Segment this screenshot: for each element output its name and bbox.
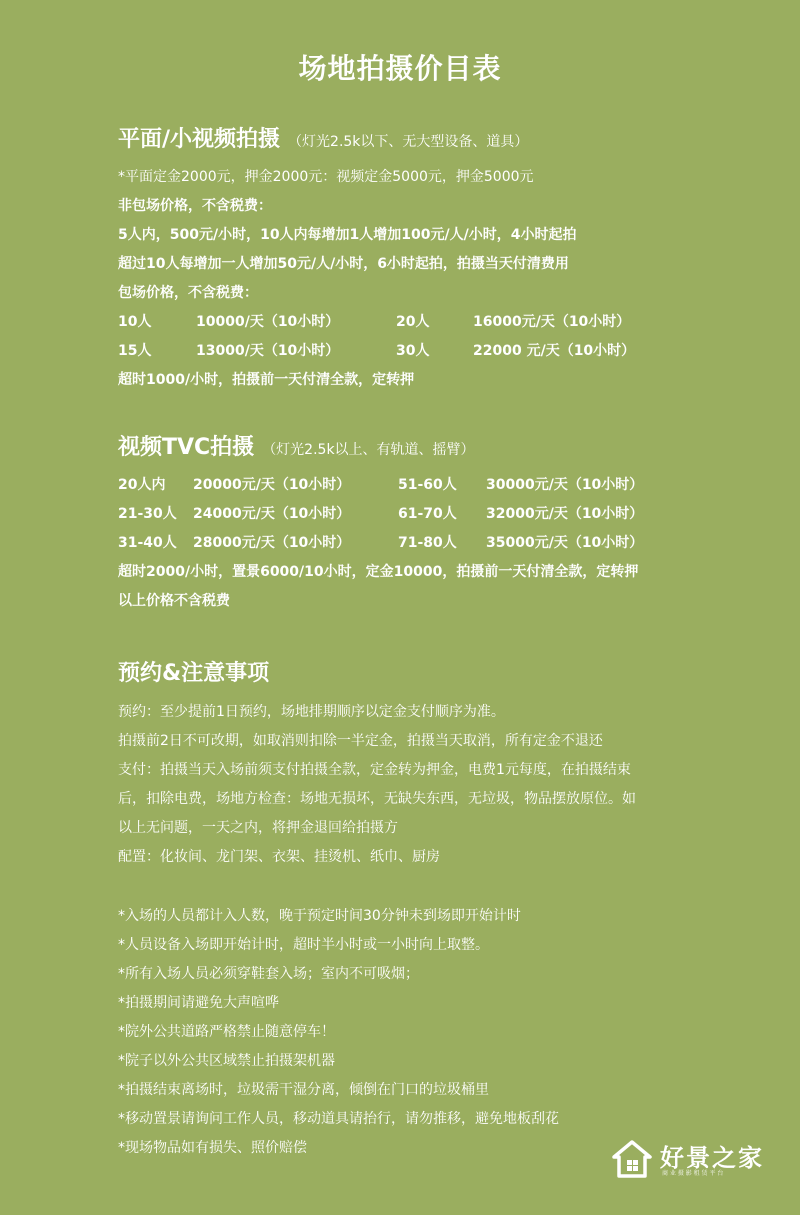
- section-note: （灯光2.5k以下、无大型设备、道具）: [288, 134, 529, 150]
- table-row: [118, 503, 758, 523]
- section-note: （灯光2.5k以上、有轨道、摇臂）: [262, 442, 475, 458]
- section-heading-text: 视频TVC拍摄: [118, 435, 255, 460]
- table-cell: 21-30人: [118, 506, 177, 522]
- section-booking-notes: [118, 656, 758, 1157]
- notice-item: *入场的人员都计入人数，晚于预定时间30分钟未到场即开始计时: [118, 908, 521, 924]
- table-cell: 15人: [118, 343, 152, 359]
- table-cell: 20人: [396, 314, 430, 330]
- table-cell: 30000元/天（10小时）: [486, 477, 644, 493]
- price-rule-2: 超过10人每增加一人增加50元/人/小时，6小时起拍，拍摄当天付清费用: [118, 256, 569, 272]
- notice-item: *拍摄结束离场时，垃圾需干湿分离，倾倒在门口的垃圾桶里: [118, 1082, 489, 1098]
- page-title: 场地拍摄价目表: [298, 52, 502, 85]
- table-row: [118, 340, 758, 360]
- overtime-line: 超时2000/小时，置景6000/10小时，定金10000，拍摄前一天付清全款，定转押: [118, 564, 639, 580]
- brand-logo: [612, 1138, 772, 1178]
- notice-item: *拍摄期间请避免大声喧哗: [118, 995, 279, 1011]
- notice-item: *院外公共道路严格禁止随意停车！: [118, 1024, 335, 1040]
- section-heading-text: 预约&注意事项: [118, 661, 270, 686]
- tax-note: 以上价格不含税费: [118, 593, 230, 609]
- table-row: [118, 474, 758, 494]
- table-cell: 31-40人: [118, 535, 177, 551]
- table-cell: 13000/天（10小时）: [196, 343, 340, 359]
- table-cell: 51-60人: [398, 477, 457, 493]
- price-rule-1: 5人内，500元/小时，10人内每增加1人增加100元/人/小时，4小时起拍: [118, 227, 577, 243]
- table-cell: 30人: [396, 343, 430, 359]
- section-heading: [118, 122, 758, 153]
- table-cell: 20人内: [118, 477, 166, 493]
- payment-rule-cont: 后，扣除电费，场地方检查：场地无损坏，无缺失东西，无垃圾，物品摆放原位。如: [118, 791, 636, 807]
- booking-rule: 预约：至少提前1日预约，场地排期顺序以定金支付顺序为准。: [118, 704, 505, 720]
- table-cell: 32000元/天（10小时）: [486, 506, 644, 522]
- non-exclusive-header: 非包场价格，不含税费：: [118, 198, 272, 214]
- payment-rule-cont: 以上无问题，一天之内，将押金退回给拍摄方: [118, 820, 398, 836]
- table-row: [118, 532, 758, 552]
- payment-rule: 支付：拍摄当天入场前须支付拍摄全款，定金转为押金，电费1元每度，在拍摄结束: [118, 762, 631, 778]
- table-cell: 10人: [118, 314, 152, 330]
- notice-item: *所有入场人员必须穿鞋套入场；室内不可吸烟；: [118, 966, 419, 982]
- notice-item: *现场物品如有损失、照价赔偿: [118, 1140, 307, 1156]
- table-cell: 22000 元/天（10小时）: [473, 343, 636, 359]
- section-photo-video: [118, 122, 758, 389]
- table-cell: 20000元/天（10小时）: [193, 477, 351, 493]
- section-heading: [118, 656, 758, 687]
- table-row: [118, 311, 758, 331]
- table-cell: 71-80人: [398, 535, 457, 551]
- notice-item: *人员设备入场即开始计时，超时半小时或一小时向上取整。: [118, 937, 489, 953]
- table-cell: 61-70人: [398, 506, 457, 522]
- house-icon: [612, 1140, 652, 1178]
- exclusive-header: 包场价格，不含税费：: [118, 285, 258, 301]
- deposit-line: *平面定金2000元，押金2000元：视频定金5000元，押金5000元: [118, 169, 534, 185]
- section-heading: [118, 430, 758, 461]
- table-cell: 28000元/天（10小时）: [193, 535, 351, 551]
- table-cell: 35000元/天（10小时）: [486, 535, 644, 551]
- section-heading-text: 平面/小视频拍摄: [118, 127, 281, 152]
- table-cell: 24000元/天（10小时）: [193, 506, 351, 522]
- equipment-line: 配置：化妆间、龙门架、衣架、挂烫机、纸巾、厨房: [118, 849, 440, 865]
- brand-tagline: 商 业 摄 影 租 赁 平 台: [662, 1170, 724, 1177]
- table-cell: 10000/天（10小时）: [196, 314, 340, 330]
- brand-name: 好景之家: [660, 1144, 764, 1172]
- notice-item: *移动置景请询问工作人员，移动道具请抬行，请勿推移，避免地板刮花: [118, 1111, 559, 1127]
- notice-item: *院子以外公共区域禁止拍摄架机器: [118, 1053, 335, 1069]
- cancel-rule: 拍摄前2日不可改期，如取消则扣除一半定金，拍摄当天取消，所有定金不退还: [118, 733, 603, 749]
- section-tvc: [118, 430, 758, 610]
- overtime-line: 超时1000/小时，拍摄前一天付清全款，定转押: [118, 372, 415, 388]
- table-cell: 16000元/天（10小时）: [473, 314, 631, 330]
